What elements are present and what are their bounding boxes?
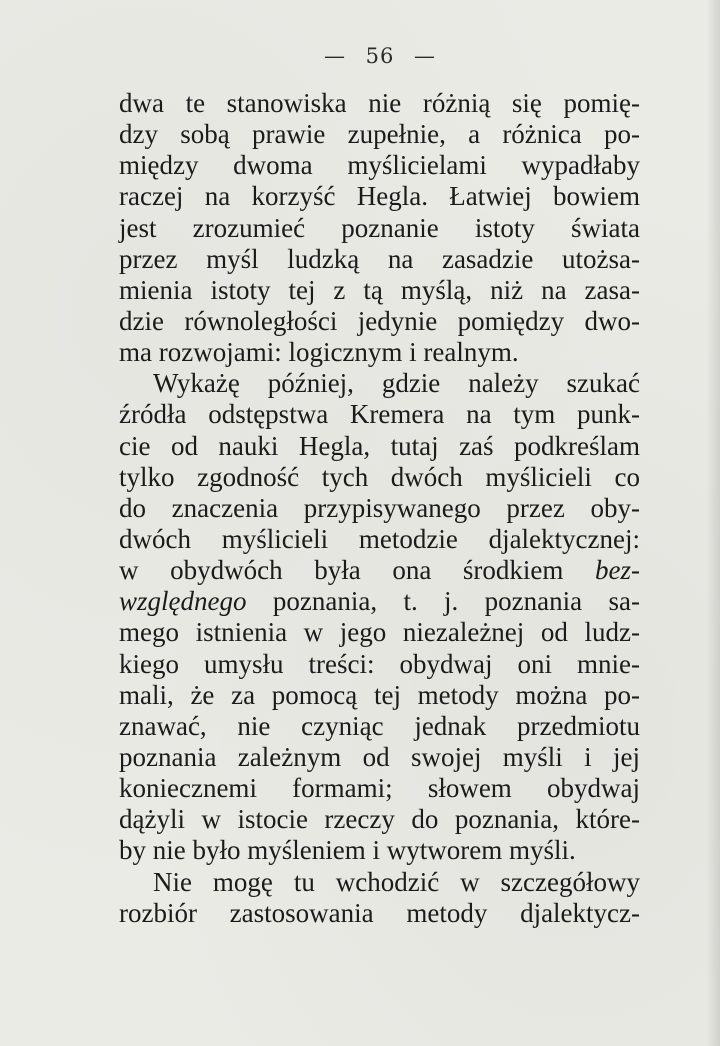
- text-line: koniecznemi formami; słowem obydwaj: [119, 773, 640, 804]
- emphasized-text: bez-: [595, 555, 640, 586]
- page-number-dash-right: —: [414, 44, 437, 68]
- text-line: ma rozwojami: logicznym i realnym.: [119, 337, 519, 368]
- text-line: [119, 555, 640, 586]
- text-line: znawać, nie czyniąc jednak przedmiotu: [119, 710, 640, 741]
- emphasized-text: względnego: [119, 586, 247, 617]
- text-line: kiego umysłu treści: obydwaj oni mnie-: [119, 648, 640, 679]
- text-line: [119, 586, 640, 617]
- text-line: między dwoma myślicielami wypadłaby: [119, 150, 640, 181]
- text-segment: w obydwóch była ona środkiem: [119, 555, 596, 586]
- text-line: mali, że za pomocą tej metody można po-: [119, 679, 640, 710]
- page-number-header: [0, 44, 720, 68]
- text-line: dzy sobą prawie zupełnie, a różnica po-: [119, 119, 640, 150]
- text-line: do znaczenia przypisywanego przez oby-: [119, 492, 640, 523]
- text-line: by nie było myśleniem i wytworem myśli.: [119, 835, 576, 866]
- text-line: cie od nauki Hegla, tutaj zaś podkreślam: [119, 430, 640, 461]
- text-line: raczej na korzyść Hegla. Łatwiej bowiem: [119, 181, 640, 212]
- text-line: mienia istoty tej z tą myślą, niż na zasa-: [119, 274, 640, 305]
- page-edge-shadow: [706, 0, 720, 1046]
- text-line: dążyli w istocie rzeczy do poznania, które-: [119, 804, 640, 835]
- text-line: rozbiór zastosowania metody djalektycz-: [119, 897, 640, 928]
- page-number-dash-left: —: [323, 44, 346, 68]
- text-line: poznania zależnym od swojej myśli i jej: [119, 741, 640, 772]
- text-segment: poznania, t. j. poznania sa-: [246, 586, 640, 617]
- text-line: dwa te stanowiska nie różnią się pomię-: [119, 88, 640, 118]
- page-number: 56: [365, 44, 395, 68]
- text-line: źródła odstępstwa Kremera na tym punk-: [119, 399, 640, 430]
- body-text: [119, 88, 640, 929]
- text-line: dwóch myślicieli metodzie djalektycznej:: [119, 523, 640, 554]
- text-line: Nie mogę tu wchodzić w szczegółowy: [153, 866, 640, 897]
- text-line: tylko zgodność tych dwóch myślicieli co: [119, 461, 640, 492]
- text-line: dzie równoległości jedynie pomiędzy dwo-: [119, 305, 640, 336]
- text-line: jest zrozumieć poznanie istoty świata: [119, 212, 640, 243]
- text-line: przez myśl ludzką na zasadzie utożsa-: [119, 243, 640, 274]
- text-line: Wykażę później, gdzie należy szukać: [153, 368, 640, 399]
- text-line: mego istnienia w jego niezależnej od ludz-: [119, 617, 640, 648]
